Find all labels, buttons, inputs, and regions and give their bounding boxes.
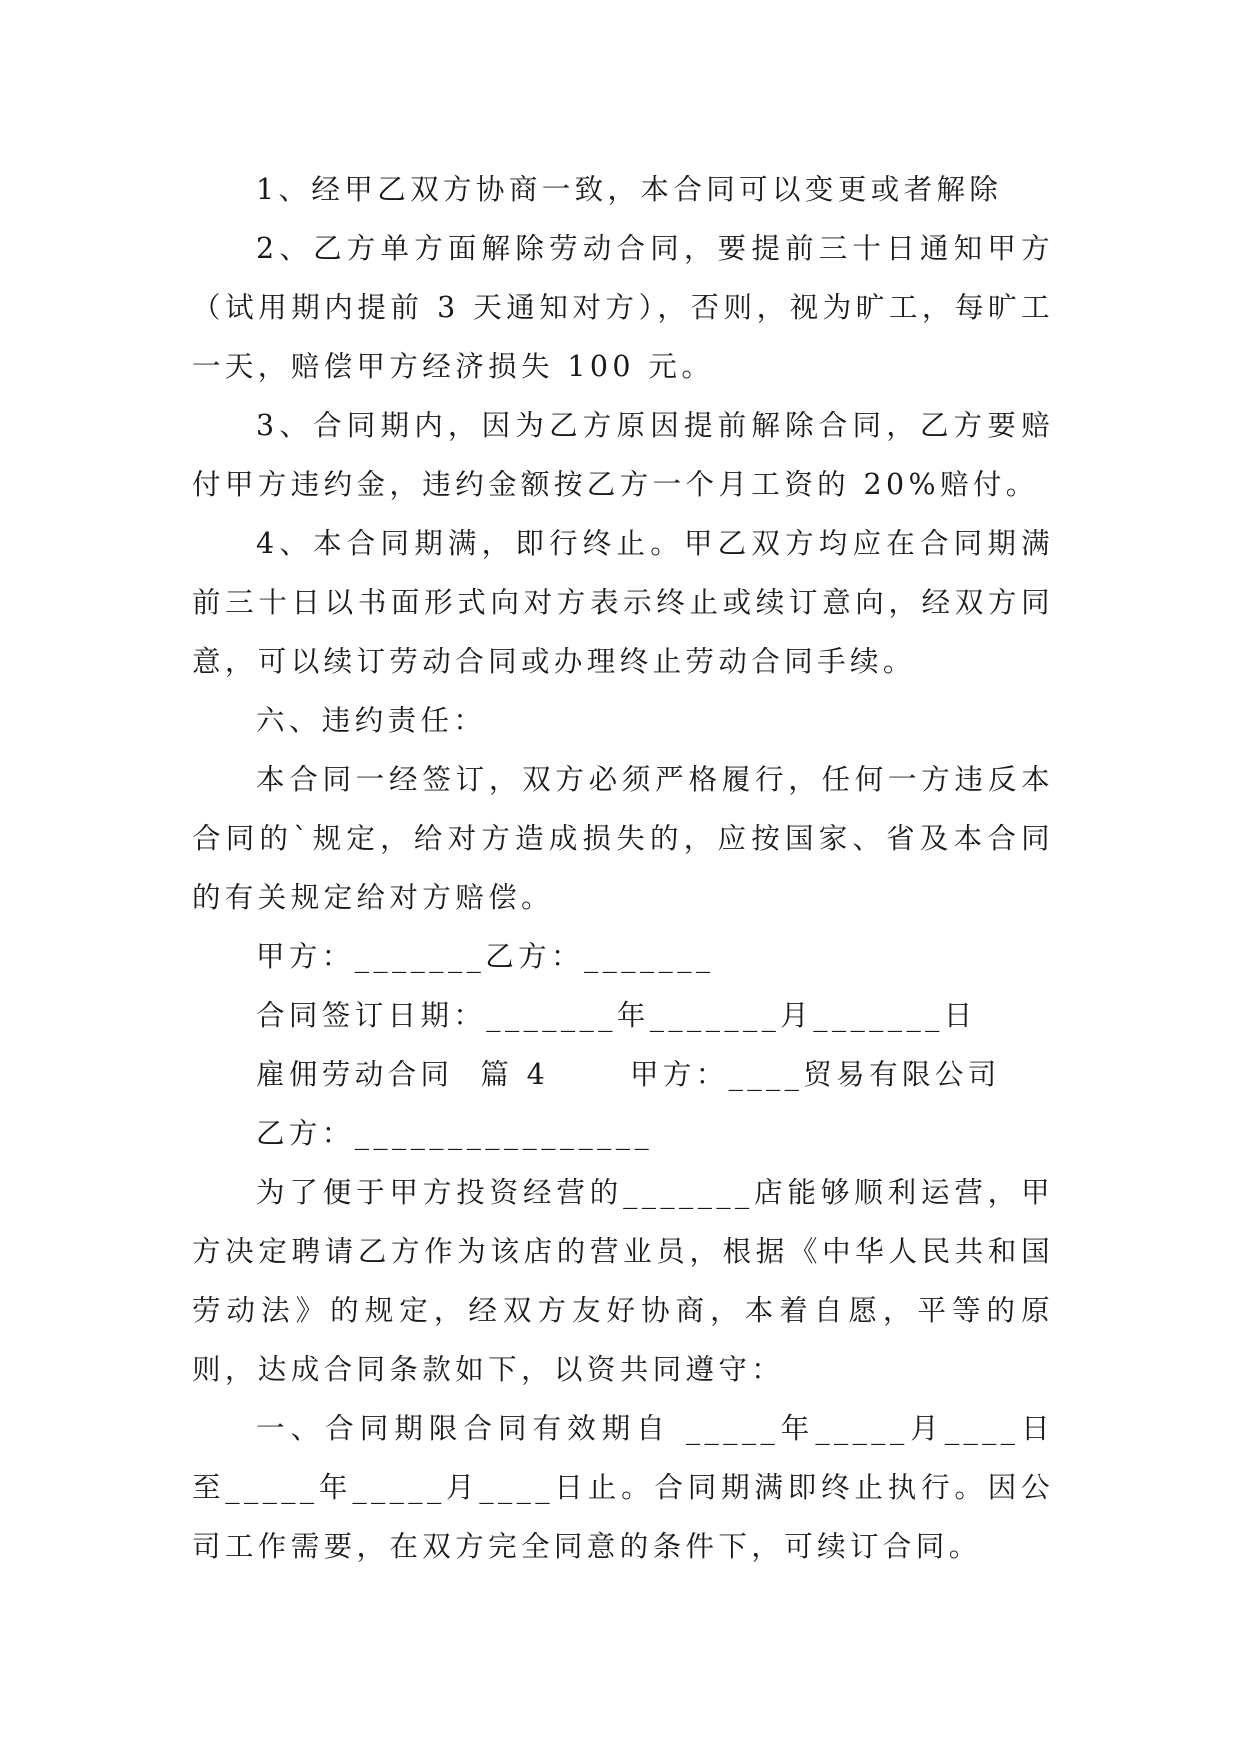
contract-term-paragraph: 一、合同期限合同有效期自 _____年_____月____日至_____年_____月____日止。合同期满即终止执行。因公司工作需要，在双方完全同意的条件下，可续订合同。 — [192, 1412, 1054, 1563]
clause-2-paragraph: 2、乙方单方面解除劳动合同，要提前三十日通知甲方（试用期内提前 3 天通知对方），否则，视为旷工，每旷工一天，赔偿甲方经济损失 100 元。 — [192, 232, 1054, 383]
clause-4-paragraph: 4、本合同期满，即行终止。甲乙双方均应在合同期满前三十日以书面形式向对方表示终止或续订意向，经双方同意，可以续订劳动合同或办理终止劳动合同手续。 — [192, 527, 1054, 678]
contract-4-title-line: 雇佣劳动合同 篇 4 甲方：____贸易有限公司 — [256, 1058, 1001, 1091]
liability-paragraph: 本合同一经签订，双方必须严格履行，任何一方违反本合同的`规定，给对方造成损失的，应按国家、省及本合同的有关规定给对方赔偿。 — [192, 763, 1054, 914]
preamble-paragraph: 为了便于甲方投资经营的_______店能够顺利运营，甲方决定聘请乙方作为该店的营业员，根据《中华人民共和国劳动法》的规定，经双方友好协商，本着自愿，平等的原则，达成合同条款如下，以资共同遵守： — [192, 1176, 1054, 1386]
signing-date-line: 合同签订日期：_______年_______月_______日 — [256, 999, 977, 1032]
clause-1-paragraph: 1、经甲乙双方协商一致，本合同可以变更或者解除 — [256, 173, 1003, 206]
signature-parties-line: 甲方：_______乙方：_______ — [256, 940, 715, 973]
party-b-line: 乙方：________________ — [256, 1117, 654, 1150]
clause-3-paragraph: 3、合同期内，因为乙方原因提前解除合同，乙方要赔付甲方违约金，违约金额按乙方一个月工资的 20%赔付。 — [192, 409, 1054, 501]
document-body — [192, 160, 1054, 1576]
section-heading-liability: 六、违约责任： — [256, 704, 487, 737]
